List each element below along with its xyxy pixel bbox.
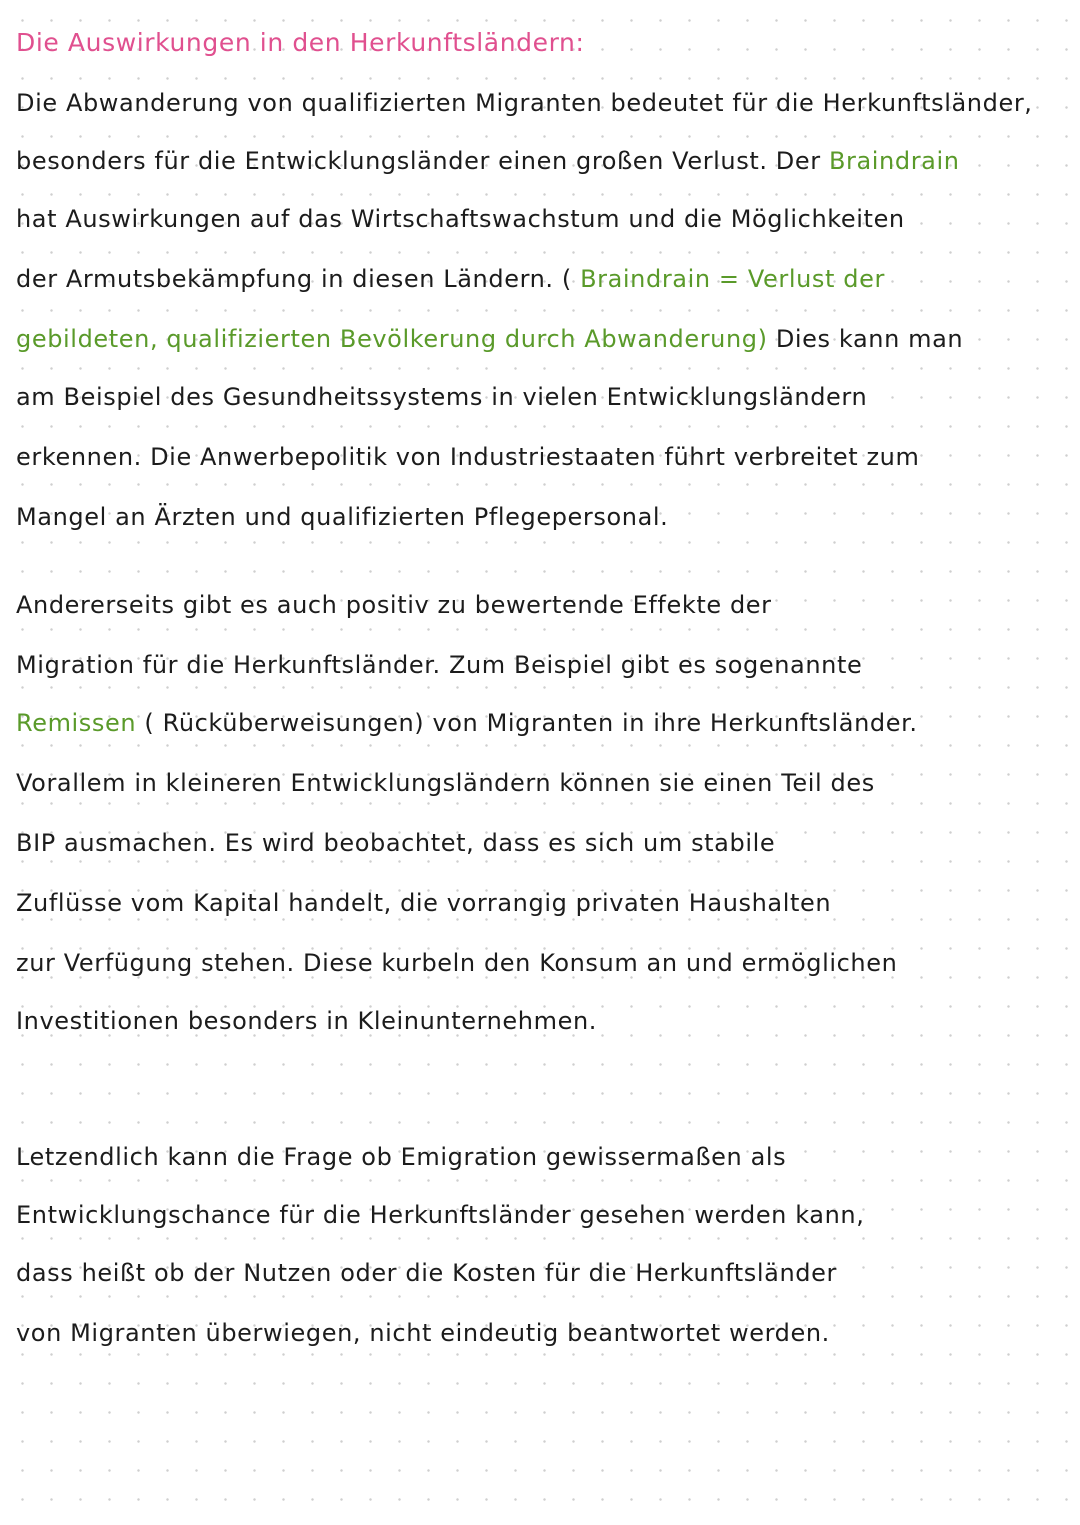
p1-line-5: [16, 322, 1066, 356]
p2-line-4: Vorallem in kleineren Entwicklungsländern können sie einen Teil des: [16, 769, 875, 797]
p3-line-2: Entwicklungschance für die Herkunftsländer gesehen werden kann,: [16, 1201, 865, 1229]
p1-line-3: hat Auswirkungen auf das Wirtschaftswachstum und die Möglichkeiten: [16, 205, 905, 233]
p1-line-1: Die Abwanderung von qualifizierten Migranten bedeutet für die Herkunftsländer,: [16, 89, 1033, 117]
p1-line-4: [16, 262, 1066, 296]
p1-line-5-text: Dies kann man: [767, 325, 964, 353]
heading: Die Auswirkungen in den Herkunftsländern:: [16, 28, 585, 57]
braindrain-term: Braindrain: [828, 147, 960, 175]
p2-line-1: Andererseits gibt es auch positiv zu bewertende Effekte der: [16, 591, 772, 619]
remissen-term: Remissen: [16, 709, 137, 737]
p2-line-3: [16, 706, 1066, 740]
p1-line-7: erkennen. Die Anwerbepolitik von Industriestaaten führt verbreitet zum: [16, 443, 920, 471]
p1-line-6: am Beispiel des Gesundheitssystems in vielen Entwicklungsländern: [16, 383, 868, 411]
p2-line-8: Investitionen besonders in Kleinunternehmen.: [16, 1007, 597, 1035]
p2-line-5: BIP ausmachen. Es wird beobachtet, dass es sich um stabile: [16, 829, 776, 857]
p1-line-4-text: der Armutsbekämpfung in diesen Ländern. (: [16, 265, 581, 293]
p2-line-2: Migration für die Herkunftsländer. Zum Beispiel gibt es sogenannte: [16, 651, 863, 679]
braindrain-definition: Braindrain = Verlust der: [580, 265, 885, 293]
braindrain-definition-cont: gebildeten, qualifizierten Bevölkerung durch Abwanderung): [16, 325, 768, 353]
p2-line-6: Zuflüsse vom Kapital handelt, die vorrangig privaten Haushalten: [16, 889, 832, 917]
p3-line-4: von Migranten überwiegen, nicht eindeutig beantwortet werden.: [16, 1319, 830, 1347]
p3-line-1: Letzendlich kann die Frage ob Emigration gewissermaßen als: [16, 1143, 787, 1171]
p1-line-2: [16, 144, 1066, 178]
p3-line-3: dass heißt ob der Nutzen oder die Kosten für die Herkunftsländer: [16, 1259, 837, 1287]
p2-line-3-text: ( Rücküberweisungen) von Migranten in ihre Herkunftsländer.: [136, 709, 918, 737]
p2-line-7: zur Verfügung stehen. Diese kurbeln den Konsum an und ermöglichen: [16, 949, 898, 977]
p1-line-2-text: besonders für die Entwicklungsländer einen großen Verlust. Der: [16, 147, 829, 175]
p1-line-8: Mangel an Ärzten und qualifizierten Pflegepersonal.: [16, 503, 669, 531]
